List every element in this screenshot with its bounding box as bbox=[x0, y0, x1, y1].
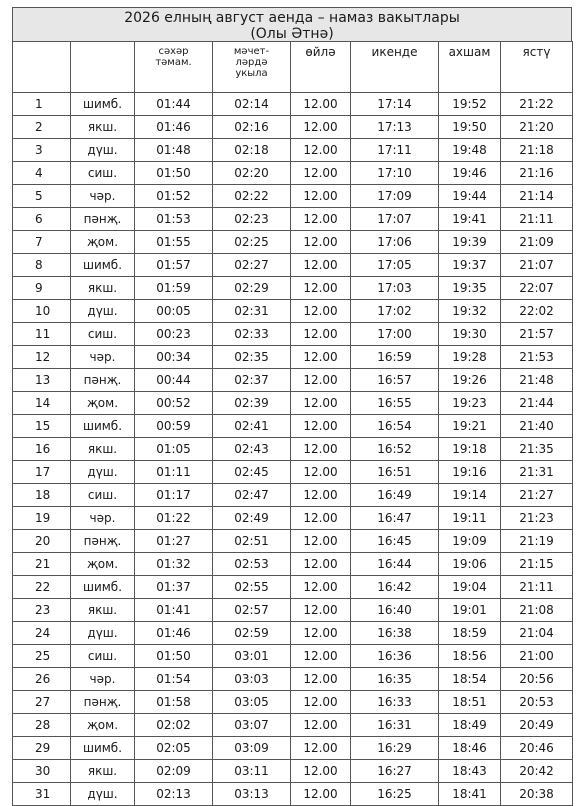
table-row bbox=[13, 254, 573, 277]
ikende-time: 16:52 bbox=[351, 438, 439, 461]
col-number bbox=[13, 42, 71, 93]
oyle-time: 12.00 bbox=[291, 530, 351, 553]
oyle-time: 12.00 bbox=[291, 93, 351, 116]
ahsham-time: 19:28 bbox=[439, 346, 501, 369]
yastu-time: 21:22 bbox=[501, 93, 573, 116]
ahsham-time: 18:51 bbox=[439, 691, 501, 714]
ikende-time: 17:06 bbox=[351, 231, 439, 254]
ikende-time: 16:42 bbox=[351, 576, 439, 599]
sahar-time: 02:02 bbox=[135, 714, 213, 737]
sahar-time: 01:52 bbox=[135, 185, 213, 208]
yastu-time: 21:15 bbox=[501, 553, 573, 576]
yastu-time: 20:49 bbox=[501, 714, 573, 737]
weekday: пәнҗ. bbox=[71, 691, 135, 714]
title-line-1: 2026 елның август аенда – намаз вакытлары bbox=[124, 10, 460, 26]
mechet-time: 02:57 bbox=[213, 599, 291, 622]
weekday: чәр. bbox=[71, 507, 135, 530]
title-line-2: (Олы Әтнә) bbox=[250, 26, 334, 42]
oyle-time: 12.00 bbox=[291, 139, 351, 162]
mechet-time: 02:47 bbox=[213, 484, 291, 507]
oyle-time: 12.00 bbox=[291, 162, 351, 185]
sahar-time: 01:54 bbox=[135, 668, 213, 691]
table-row bbox=[13, 300, 573, 323]
weekday: шимб. bbox=[71, 415, 135, 438]
mechet-time: 02:18 bbox=[213, 139, 291, 162]
oyle-time: 12.00 bbox=[291, 507, 351, 530]
weekday: җом. bbox=[71, 231, 135, 254]
table-title bbox=[12, 7, 572, 41]
oyle-time: 12.00 bbox=[291, 668, 351, 691]
table-row bbox=[13, 369, 573, 392]
sahar-time: 01:46 bbox=[135, 116, 213, 139]
oyle-time: 12.00 bbox=[291, 415, 351, 438]
ahsham-time: 19:30 bbox=[439, 323, 501, 346]
oyle-time: 12.00 bbox=[291, 208, 351, 231]
oyle-time: 12.00 bbox=[291, 346, 351, 369]
day-number: 22 bbox=[13, 576, 71, 599]
ikende-time: 17:02 bbox=[351, 300, 439, 323]
ahsham-time: 18:43 bbox=[439, 760, 501, 783]
ikende-time: 16:35 bbox=[351, 668, 439, 691]
ikende-time: 16:27 bbox=[351, 760, 439, 783]
weekday: якш. bbox=[71, 277, 135, 300]
mechet-time: 02:39 bbox=[213, 392, 291, 415]
mechet-time: 02:22 bbox=[213, 185, 291, 208]
table-row bbox=[13, 714, 573, 737]
ikende-time: 16:59 bbox=[351, 346, 439, 369]
sahar-time: 00:23 bbox=[135, 323, 213, 346]
table-row bbox=[13, 622, 573, 645]
ahsham-time: 19:23 bbox=[439, 392, 501, 415]
mechet-time: 03:03 bbox=[213, 668, 291, 691]
yastu-time: 21:14 bbox=[501, 185, 573, 208]
mechet-time: 02:29 bbox=[213, 277, 291, 300]
day-number: 23 bbox=[13, 599, 71, 622]
ikende-time: 16:36 bbox=[351, 645, 439, 668]
ahsham-time: 19:37 bbox=[439, 254, 501, 277]
weekday: чәр. bbox=[71, 346, 135, 369]
sahar-time: 00:44 bbox=[135, 369, 213, 392]
sahar-time: 01:37 bbox=[135, 576, 213, 599]
sahar-time: 01:55 bbox=[135, 231, 213, 254]
table-row bbox=[13, 783, 573, 806]
ahsham-time: 19:32 bbox=[439, 300, 501, 323]
sahar-time: 01:46 bbox=[135, 622, 213, 645]
mechet-time: 02:53 bbox=[213, 553, 291, 576]
day-number: 7 bbox=[13, 231, 71, 254]
ikende-time: 17:10 bbox=[351, 162, 439, 185]
sahar-time: 01:48 bbox=[135, 139, 213, 162]
mechet-time: 02:31 bbox=[213, 300, 291, 323]
day-number: 12 bbox=[13, 346, 71, 369]
oyle-time: 12.00 bbox=[291, 461, 351, 484]
ahsham-time: 19:48 bbox=[439, 139, 501, 162]
header-row bbox=[13, 42, 573, 93]
oyle-time: 12.00 bbox=[291, 737, 351, 760]
ahsham-time: 19:26 bbox=[439, 369, 501, 392]
col-sahar: сәхәр тәмам. bbox=[135, 42, 213, 93]
mechet-time: 02:49 bbox=[213, 507, 291, 530]
weekday: якш. bbox=[71, 116, 135, 139]
ahsham-time: 19:16 bbox=[439, 461, 501, 484]
yastu-time: 21:40 bbox=[501, 415, 573, 438]
table-row bbox=[13, 231, 573, 254]
ahsham-time: 19:14 bbox=[439, 484, 501, 507]
ikende-time: 17:14 bbox=[351, 93, 439, 116]
mechet-time: 02:43 bbox=[213, 438, 291, 461]
day-number: 20 bbox=[13, 530, 71, 553]
day-number: 11 bbox=[13, 323, 71, 346]
day-number: 28 bbox=[13, 714, 71, 737]
day-number: 3 bbox=[13, 139, 71, 162]
oyle-time: 12.00 bbox=[291, 231, 351, 254]
yastu-time: 21:19 bbox=[501, 530, 573, 553]
col-day bbox=[71, 42, 135, 93]
yastu-time: 21:00 bbox=[501, 645, 573, 668]
day-number: 26 bbox=[13, 668, 71, 691]
weekday: сиш. bbox=[71, 162, 135, 185]
sahar-time: 00:52 bbox=[135, 392, 213, 415]
sahar-time: 01:50 bbox=[135, 645, 213, 668]
day-number: 15 bbox=[13, 415, 71, 438]
day-number: 24 bbox=[13, 622, 71, 645]
oyle-time: 12.00 bbox=[291, 760, 351, 783]
day-number: 16 bbox=[13, 438, 71, 461]
sahar-time: 02:05 bbox=[135, 737, 213, 760]
yastu-time: 21:09 bbox=[501, 231, 573, 254]
oyle-time: 12.00 bbox=[291, 392, 351, 415]
ahsham-time: 19:18 bbox=[439, 438, 501, 461]
ahsham-time: 18:54 bbox=[439, 668, 501, 691]
sahar-time: 01:50 bbox=[135, 162, 213, 185]
mechet-time: 03:01 bbox=[213, 645, 291, 668]
day-number: 30 bbox=[13, 760, 71, 783]
weekday: дүш. bbox=[71, 300, 135, 323]
yastu-time: 21:44 bbox=[501, 392, 573, 415]
weekday: җом. bbox=[71, 714, 135, 737]
table-row bbox=[13, 507, 573, 530]
col-ikende: икенде bbox=[351, 42, 439, 93]
table-row bbox=[13, 162, 573, 185]
oyle-time: 12.00 bbox=[291, 185, 351, 208]
weekday: дүш. bbox=[71, 139, 135, 162]
col-oyle: өйлә bbox=[291, 42, 351, 93]
sahar-time: 01:22 bbox=[135, 507, 213, 530]
mechet-time: 02:59 bbox=[213, 622, 291, 645]
oyle-time: 12.00 bbox=[291, 300, 351, 323]
ikende-time: 16:33 bbox=[351, 691, 439, 714]
yastu-time: 21:18 bbox=[501, 139, 573, 162]
table-row bbox=[13, 760, 573, 783]
ahsham-time: 18:59 bbox=[439, 622, 501, 645]
weekday: шимб. bbox=[71, 576, 135, 599]
day-number: 25 bbox=[13, 645, 71, 668]
sahar-time: 01:17 bbox=[135, 484, 213, 507]
sahar-time: 01:27 bbox=[135, 530, 213, 553]
ahsham-time: 19:04 bbox=[439, 576, 501, 599]
ahsham-time: 19:35 bbox=[439, 277, 501, 300]
table-row bbox=[13, 116, 573, 139]
day-number: 5 bbox=[13, 185, 71, 208]
day-number: 31 bbox=[13, 783, 71, 806]
mechet-time: 03:11 bbox=[213, 760, 291, 783]
table-row bbox=[13, 139, 573, 162]
mechet-time: 02:23 bbox=[213, 208, 291, 231]
ahsham-time: 19:52 bbox=[439, 93, 501, 116]
yastu-time: 20:53 bbox=[501, 691, 573, 714]
ahsham-time: 19:46 bbox=[439, 162, 501, 185]
yastu-time: 21:31 bbox=[501, 461, 573, 484]
yastu-time: 21:53 bbox=[501, 346, 573, 369]
weekday: чәр. bbox=[71, 668, 135, 691]
yastu-time: 21:07 bbox=[501, 254, 573, 277]
sahar-time: 01:58 bbox=[135, 691, 213, 714]
ikende-time: 17:11 bbox=[351, 139, 439, 162]
yastu-time: 21:48 bbox=[501, 369, 573, 392]
yastu-time: 21:27 bbox=[501, 484, 573, 507]
oyle-time: 12.00 bbox=[291, 438, 351, 461]
sahar-time: 02:09 bbox=[135, 760, 213, 783]
ikende-time: 16:29 bbox=[351, 737, 439, 760]
ikende-time: 16:55 bbox=[351, 392, 439, 415]
ahsham-time: 19:41 bbox=[439, 208, 501, 231]
table-row bbox=[13, 93, 573, 116]
weekday: җом. bbox=[71, 553, 135, 576]
mechet-time: 02:55 bbox=[213, 576, 291, 599]
weekday: пәнҗ. bbox=[71, 208, 135, 231]
table-row bbox=[13, 737, 573, 760]
yastu-time: 20:42 bbox=[501, 760, 573, 783]
ikende-time: 17:05 bbox=[351, 254, 439, 277]
day-number: 21 bbox=[13, 553, 71, 576]
table-row bbox=[13, 185, 573, 208]
sahar-time: 01:05 bbox=[135, 438, 213, 461]
ikende-time: 16:38 bbox=[351, 622, 439, 645]
ahsham-time: 19:21 bbox=[439, 415, 501, 438]
day-number: 17 bbox=[13, 461, 71, 484]
sahar-time: 00:05 bbox=[135, 300, 213, 323]
mechet-time: 02:41 bbox=[213, 415, 291, 438]
times-table bbox=[12, 41, 573, 806]
yastu-time: 21:23 bbox=[501, 507, 573, 530]
weekday: якш. bbox=[71, 599, 135, 622]
yastu-time: 21:20 bbox=[501, 116, 573, 139]
yastu-time: 21:11 bbox=[501, 208, 573, 231]
yastu-time: 21:04 bbox=[501, 622, 573, 645]
table-row bbox=[13, 599, 573, 622]
yastu-time: 22:02 bbox=[501, 300, 573, 323]
ahsham-time: 19:09 bbox=[439, 530, 501, 553]
ikende-time: 16:49 bbox=[351, 484, 439, 507]
day-number: 14 bbox=[13, 392, 71, 415]
table-row bbox=[13, 645, 573, 668]
oyle-time: 12.00 bbox=[291, 783, 351, 806]
oyle-time: 12.00 bbox=[291, 254, 351, 277]
table-row bbox=[13, 576, 573, 599]
day-number: 19 bbox=[13, 507, 71, 530]
sahar-time: 01:57 bbox=[135, 254, 213, 277]
mechet-time: 02:27 bbox=[213, 254, 291, 277]
mechet-time: 02:51 bbox=[213, 530, 291, 553]
oyle-time: 12.00 bbox=[291, 645, 351, 668]
sahar-time: 01:32 bbox=[135, 553, 213, 576]
ikende-time: 17:03 bbox=[351, 277, 439, 300]
oyle-time: 12.00 bbox=[291, 369, 351, 392]
weekday: җом. bbox=[71, 392, 135, 415]
oyle-time: 12.00 bbox=[291, 277, 351, 300]
ikende-time: 16:31 bbox=[351, 714, 439, 737]
mechet-time: 02:16 bbox=[213, 116, 291, 139]
oyle-time: 12.00 bbox=[291, 691, 351, 714]
table-row bbox=[13, 208, 573, 231]
ahsham-time: 18:56 bbox=[439, 645, 501, 668]
oyle-time: 12.00 bbox=[291, 323, 351, 346]
sahar-time: 01:53 bbox=[135, 208, 213, 231]
oyle-time: 12.00 bbox=[291, 599, 351, 622]
oyle-time: 12.00 bbox=[291, 484, 351, 507]
col-mechet: мәчет- ләрдә укыла bbox=[213, 42, 291, 93]
ahsham-time: 19:44 bbox=[439, 185, 501, 208]
ahsham-time: 18:46 bbox=[439, 737, 501, 760]
table-row bbox=[13, 323, 573, 346]
table-row bbox=[13, 530, 573, 553]
weekday: пәнҗ. bbox=[71, 369, 135, 392]
ikende-time: 16:54 bbox=[351, 415, 439, 438]
weekday: дүш. bbox=[71, 461, 135, 484]
ahsham-time: 18:41 bbox=[439, 783, 501, 806]
prayer-timetable bbox=[12, 7, 572, 806]
oyle-time: 12.00 bbox=[291, 622, 351, 645]
sahar-time: 00:59 bbox=[135, 415, 213, 438]
mechet-time: 02:25 bbox=[213, 231, 291, 254]
oyle-time: 12.00 bbox=[291, 714, 351, 737]
mechet-time: 03:09 bbox=[213, 737, 291, 760]
day-number: 18 bbox=[13, 484, 71, 507]
weekday: сиш. bbox=[71, 323, 135, 346]
oyle-time: 12.00 bbox=[291, 553, 351, 576]
ahsham-time: 19:11 bbox=[439, 507, 501, 530]
ahsham-time: 19:06 bbox=[439, 553, 501, 576]
ikende-time: 16:40 bbox=[351, 599, 439, 622]
table-row bbox=[13, 438, 573, 461]
mechet-time: 02:20 bbox=[213, 162, 291, 185]
yastu-time: 21:11 bbox=[501, 576, 573, 599]
weekday: чәр. bbox=[71, 185, 135, 208]
day-number: 29 bbox=[13, 737, 71, 760]
weekday: сиш. bbox=[71, 645, 135, 668]
sahar-time: 01:44 bbox=[135, 93, 213, 116]
table-row bbox=[13, 484, 573, 507]
ikende-time: 16:51 bbox=[351, 461, 439, 484]
weekday: дүш. bbox=[71, 622, 135, 645]
ahsham-time: 18:49 bbox=[439, 714, 501, 737]
ikende-time: 17:00 bbox=[351, 323, 439, 346]
ikende-time: 16:44 bbox=[351, 553, 439, 576]
sahar-time: 00:34 bbox=[135, 346, 213, 369]
oyle-time: 12.00 bbox=[291, 116, 351, 139]
weekday: якш. bbox=[71, 438, 135, 461]
sahar-time: 01:11 bbox=[135, 461, 213, 484]
sahar-time: 01:41 bbox=[135, 599, 213, 622]
yastu-time: 20:46 bbox=[501, 737, 573, 760]
day-number: 13 bbox=[13, 369, 71, 392]
yastu-time: 22:07 bbox=[501, 277, 573, 300]
mechet-time: 03:05 bbox=[213, 691, 291, 714]
day-number: 27 bbox=[13, 691, 71, 714]
ikende-time: 17:09 bbox=[351, 185, 439, 208]
ahsham-time: 19:01 bbox=[439, 599, 501, 622]
yastu-time: 20:38 bbox=[501, 783, 573, 806]
mechet-time: 02:14 bbox=[213, 93, 291, 116]
day-number: 10 bbox=[13, 300, 71, 323]
sahar-time: 02:13 bbox=[135, 783, 213, 806]
day-number: 4 bbox=[13, 162, 71, 185]
yastu-time: 21:16 bbox=[501, 162, 573, 185]
table-row bbox=[13, 277, 573, 300]
day-number: 1 bbox=[13, 93, 71, 116]
ikende-time: 16:57 bbox=[351, 369, 439, 392]
weekday: якш. bbox=[71, 760, 135, 783]
yastu-time: 21:08 bbox=[501, 599, 573, 622]
ikende-time: 16:47 bbox=[351, 507, 439, 530]
yastu-time: 21:35 bbox=[501, 438, 573, 461]
mechet-time: 02:35 bbox=[213, 346, 291, 369]
day-number: 9 bbox=[13, 277, 71, 300]
mechet-time: 03:07 bbox=[213, 714, 291, 737]
weekday: сиш. bbox=[71, 484, 135, 507]
day-number: 8 bbox=[13, 254, 71, 277]
yastu-time: 21:57 bbox=[501, 323, 573, 346]
weekday: шимб. bbox=[71, 254, 135, 277]
ahsham-time: 19:50 bbox=[439, 116, 501, 139]
table-row bbox=[13, 668, 573, 691]
weekday: шимб. bbox=[71, 737, 135, 760]
mechet-time: 03:13 bbox=[213, 783, 291, 806]
weekday: шимб. bbox=[71, 93, 135, 116]
ahsham-time: 19:39 bbox=[439, 231, 501, 254]
mechet-time: 02:45 bbox=[213, 461, 291, 484]
col-yastu: ястү bbox=[501, 42, 573, 93]
col-ahsham: ахшам bbox=[439, 42, 501, 93]
mechet-time: 02:37 bbox=[213, 369, 291, 392]
day-number: 2 bbox=[13, 116, 71, 139]
mechet-time: 02:33 bbox=[213, 323, 291, 346]
ikende-time: 17:07 bbox=[351, 208, 439, 231]
table-row bbox=[13, 461, 573, 484]
day-number: 6 bbox=[13, 208, 71, 231]
table-row bbox=[13, 346, 573, 369]
table-row bbox=[13, 415, 573, 438]
oyle-time: 12.00 bbox=[291, 576, 351, 599]
sahar-time: 01:59 bbox=[135, 277, 213, 300]
table-row bbox=[13, 691, 573, 714]
weekday: пәнҗ. bbox=[71, 530, 135, 553]
table-body bbox=[13, 93, 573, 806]
ikende-time: 16:45 bbox=[351, 530, 439, 553]
yastu-time: 20:56 bbox=[501, 668, 573, 691]
table-row bbox=[13, 392, 573, 415]
ikende-time: 17:13 bbox=[351, 116, 439, 139]
table-row bbox=[13, 553, 573, 576]
weekday: дүш. bbox=[71, 783, 135, 806]
ikende-time: 16:25 bbox=[351, 783, 439, 806]
